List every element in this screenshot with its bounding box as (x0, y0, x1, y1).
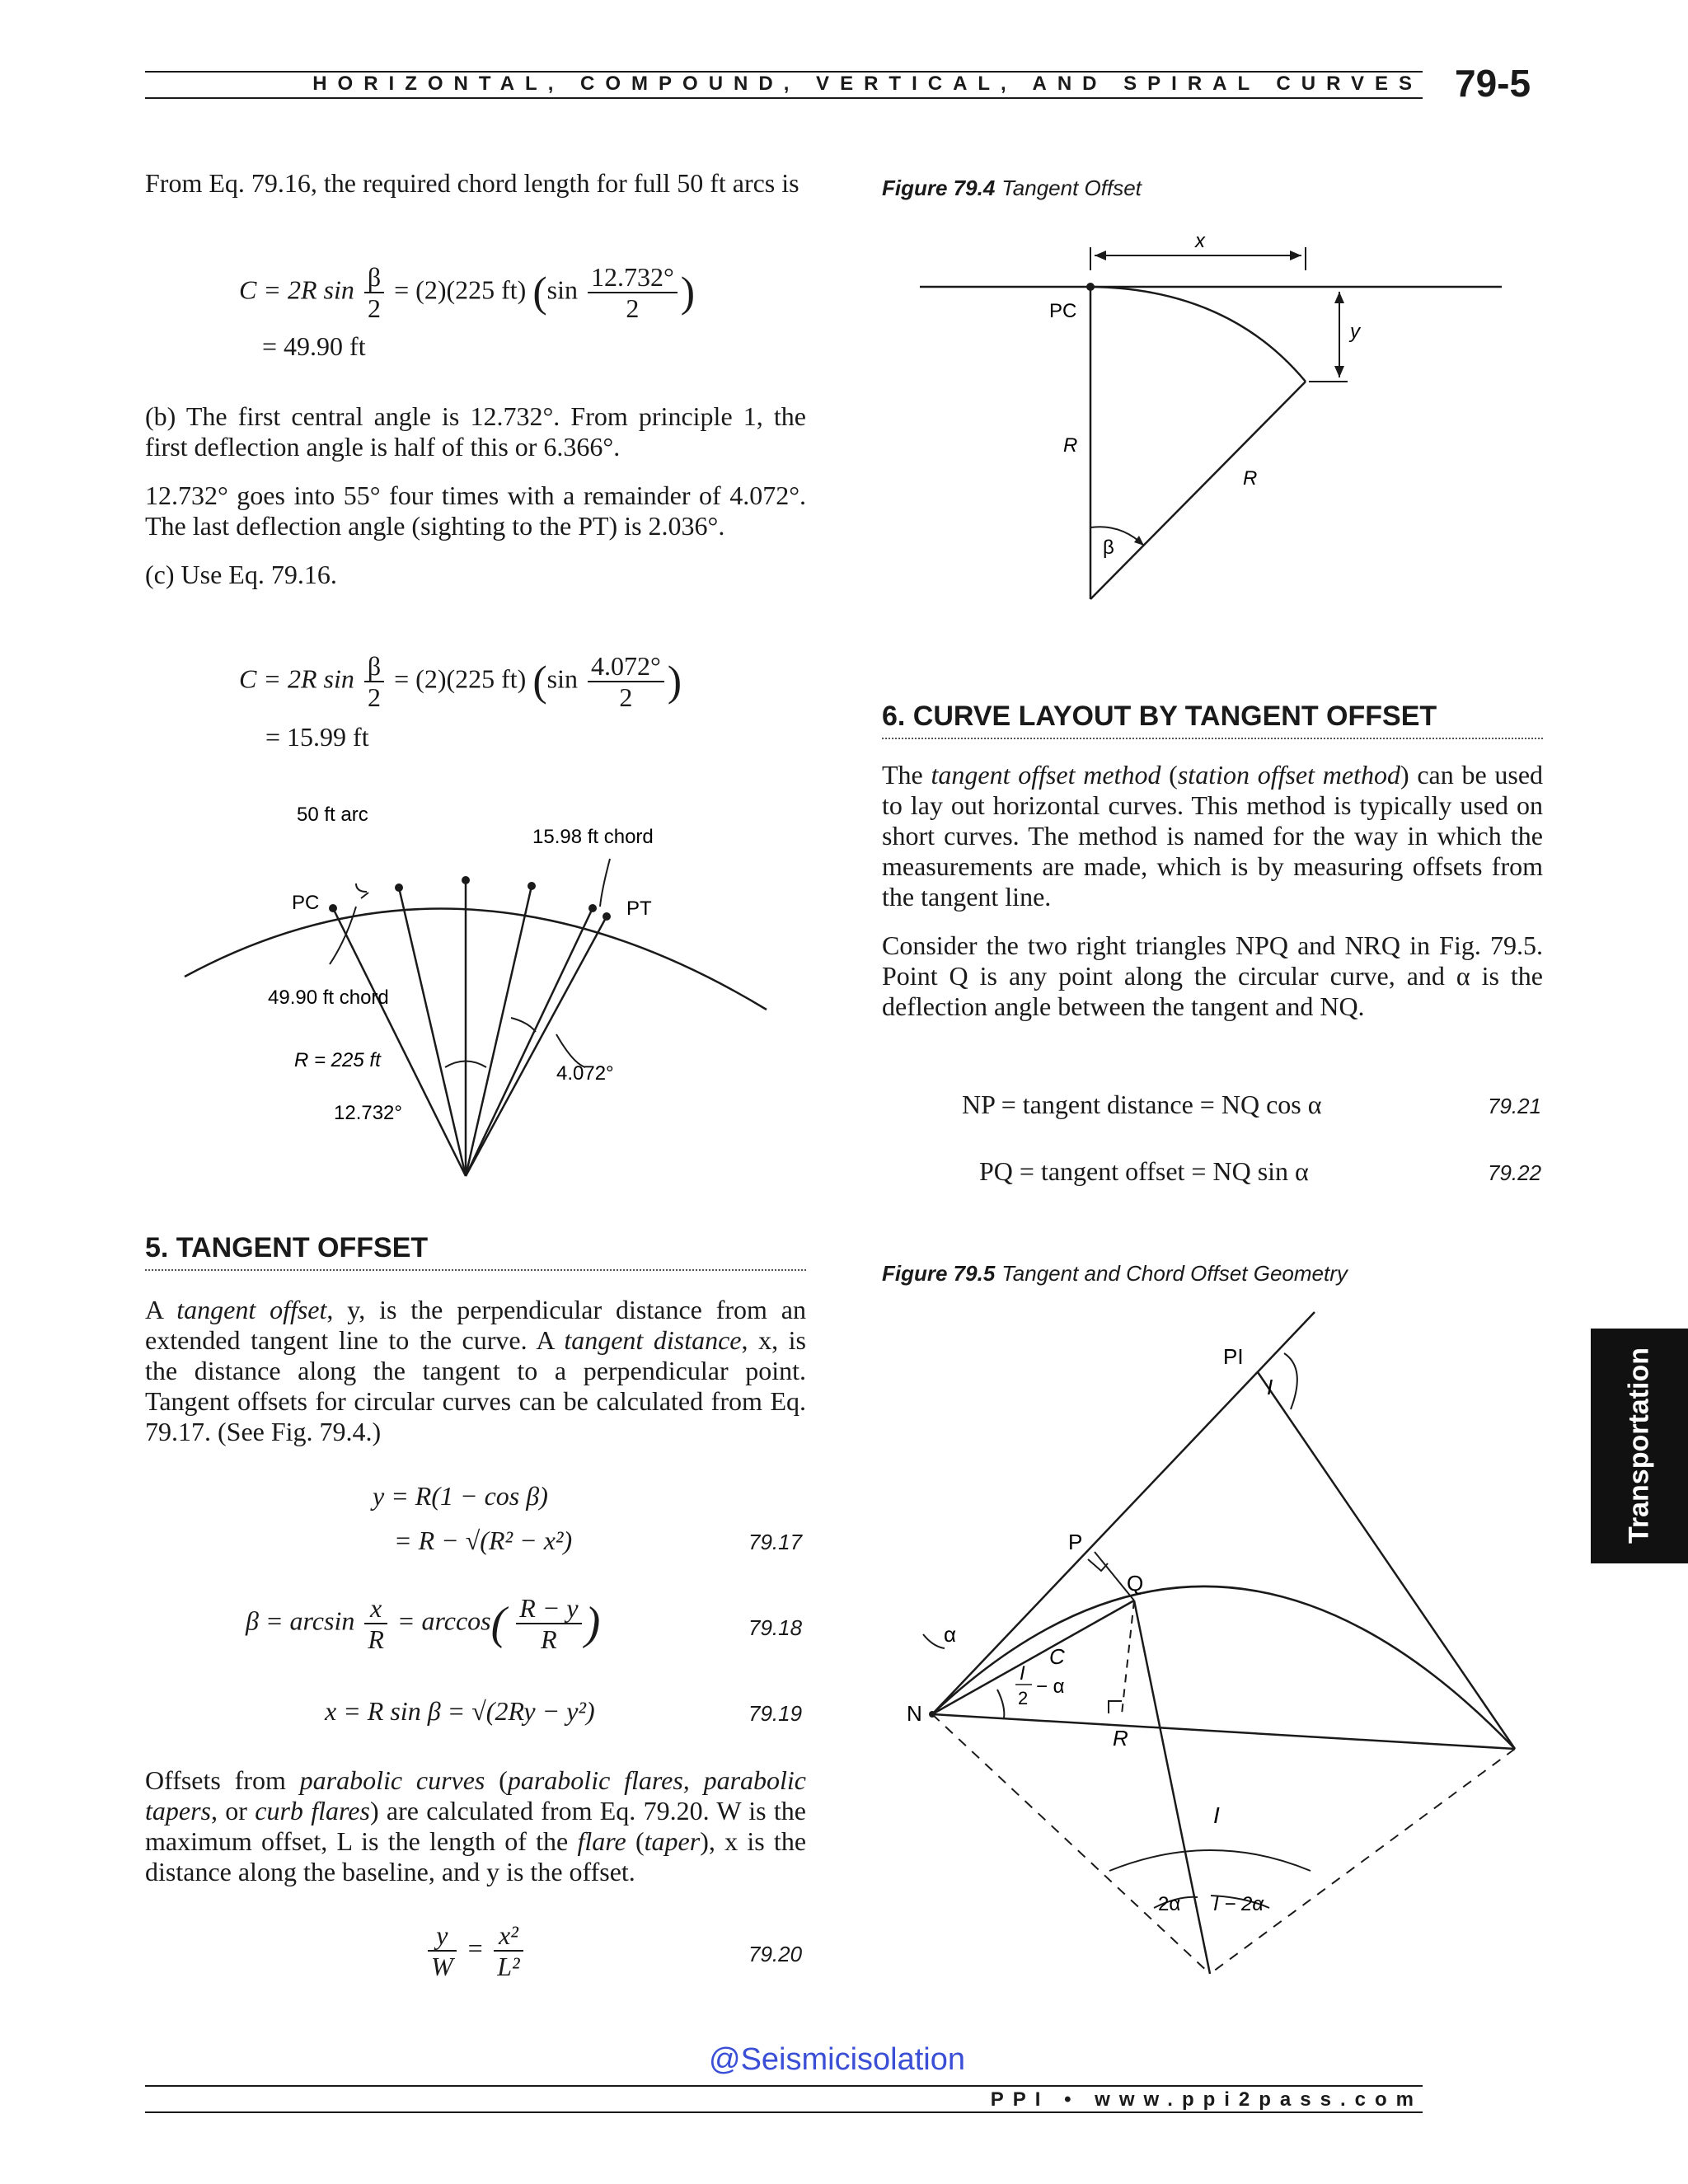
eq-frac (364, 651, 384, 712)
label-half-i-num: I (1020, 1662, 1025, 1685)
running-head: HORIZONTAL, COMPOUND, VERTICAL, AND SPIRAL CURVES (312, 73, 1423, 95)
label-i-bottom: I (1213, 1802, 1220, 1828)
label-50ft-arc: 50 ft arc (297, 804, 368, 826)
equation-79-19: x = R sin β = √(2Ry − y²) (325, 1696, 595, 1726)
label-p: P (1068, 1530, 1083, 1554)
paragraph (145, 1295, 806, 1447)
curve (1090, 287, 1306, 382)
text-run: ( (626, 1826, 645, 1856)
tangent-line (932, 1312, 1315, 1714)
eq-text: β = arcsin (246, 1605, 355, 1636)
eq-num: x (364, 1593, 387, 1624)
label-pt: PT (626, 898, 652, 920)
text-run: ( (1160, 760, 1178, 790)
eq-num: β (364, 651, 384, 682)
section-tab-transportation (1591, 1329, 1688, 1563)
eq-text: C = 2R sin (239, 663, 354, 694)
label-radius: R = 225 ft (294, 1049, 381, 1071)
paragraph: Consider the two right triangles NPQ and NRQ in Fig. 79.5. Point Q is any point along the circular curve, and α is the deflection angle between the tangent and NQ. (882, 930, 1543, 1021)
label-x: x (1195, 230, 1205, 252)
label-i-top: I (1267, 1375, 1273, 1399)
eq-num: 12.732° (588, 262, 678, 293)
term: taper (644, 1826, 701, 1856)
eq-text: sin (546, 663, 578, 694)
label-c: C (1049, 1644, 1065, 1669)
label-y: y (1350, 321, 1360, 343)
text-run: ) are calculated from Eq. 79.20. W is the maximum offset, L is the length of the (145, 1796, 807, 1856)
label-n: N (907, 1701, 922, 1726)
eq-frac (364, 262, 384, 323)
text-run: A (145, 1295, 177, 1324)
eq-frac (588, 651, 664, 712)
eq-frac (364, 1593, 387, 1654)
equation-chord-50ft: C = 2R sin $\frac{\beta}{2}$ = (2)(225 ft) (sin $\frac{12.732^\circ}{2}$ ) (239, 262, 696, 323)
text-run: ), x is the distance along the baseline, and y is the offset. (145, 1826, 807, 1886)
term: flare (577, 1826, 626, 1856)
label-15-98-chord: 15.98 ft chord (532, 826, 654, 848)
label-minus-alpha: − α (1036, 1675, 1065, 1698)
equation-chord-50ft-result: = 49.90 ft (262, 331, 366, 361)
section-5-p1 (145, 1295, 806, 1465)
equation-79-21: NP = tangent distance = NQ cos α (962, 1090, 1322, 1119)
eq-frac (494, 1920, 523, 1981)
paragraph: (b) The first central angle is 12.732°. From principle 1, the first deflection angle is half of this or 6.366°. (145, 401, 806, 462)
term: tangent offset method (931, 760, 1161, 790)
eq-text: C = 2R sin (239, 274, 354, 305)
eq-text: = (2)(225 ft) (394, 663, 527, 694)
label-pi: PI (1223, 1344, 1244, 1369)
label-i-minus-2alpha: I − 2α (1213, 1893, 1264, 1915)
figure-79-5-chord-offset-geometry (890, 1302, 1550, 1986)
page-number: 79-5 (1455, 62, 1531, 105)
label-4-072: 4.072° (556, 1062, 614, 1085)
eq-text: = arccos (396, 1605, 491, 1636)
term: curb flares (255, 1796, 370, 1825)
eq-den: R (541, 1624, 557, 1654)
chord-nq (932, 1601, 1134, 1714)
eq-text: sin (546, 274, 578, 305)
paragraph: (c) Use Eq. 79.16. (145, 560, 337, 589)
label-r: R (1113, 1726, 1128, 1750)
eq-den: W (431, 1952, 453, 1981)
label-beta: β (1103, 537, 1114, 559)
caption-title: Tangent and Chord Offset Geometry (1001, 1261, 1348, 1286)
caption-number: Figure 79.5 (882, 1261, 996, 1286)
label-alpha: α (944, 1622, 957, 1647)
label-pc: PC (292, 892, 320, 914)
paragraph (145, 1765, 806, 1887)
figure-79-4-tangent-offset (915, 223, 1508, 610)
eq-num: x² (494, 1920, 523, 1952)
text-run: , x, is the distance along the tangent to a perpendicular point. Tangent offsets for circular curves can be calculated from Eq. 79.17. (See Fig. 79.4.) (145, 1325, 807, 1446)
eq-den: 2 (367, 682, 381, 712)
section-6-title: 6. CURVE LAYOUT BY TANGENT OFFSET (882, 701, 1543, 739)
label-r-diagonal: R (1243, 467, 1258, 490)
eq-num: y (428, 1920, 457, 1952)
left-p1 (145, 168, 806, 217)
eq-den: 2 (619, 682, 633, 712)
eq-number-79-19: 79.19 (748, 1701, 803, 1726)
footer-rule-top (145, 2085, 1423, 2087)
eq-number-79-22: 79.22 (1488, 1160, 1542, 1185)
long-chord (932, 1714, 1515, 1749)
curve-chords-figure (165, 791, 791, 1187)
eq-frac (588, 262, 678, 323)
text-run: The (882, 760, 931, 790)
equation-79-20: $\frac{y}{W}$ = $\frac{\text{x²}}{\text{L²}}$ (424, 1920, 527, 1981)
section-6-text (882, 760, 1543, 1040)
figure-79-5-caption (882, 1261, 1348, 1286)
header-rule-bottom (145, 97, 1423, 99)
label-r-vertical: R (1063, 434, 1078, 457)
label-2alpha: 2α (1158, 1893, 1181, 1915)
equation-79-18: β = arcsin $\frac{x}{R}$ = arccos( $\frac{R - y}{R}$ ) (246, 1593, 601, 1654)
eq-den: 2 (367, 293, 381, 323)
side-tab-label: Transportation (1623, 1347, 1655, 1544)
text-run: , y, is the perpendicular distance from an extended tangent line to the curve. A (145, 1295, 807, 1355)
caption-number: Figure 79.4 (882, 176, 996, 200)
equation-79-22: PQ = tangent offset = NQ sin α (979, 1156, 1309, 1186)
eq-number-79-17: 79.17 (748, 1530, 803, 1554)
eq-num: 4.072° (588, 651, 664, 682)
paragraph: From Eq. 79.16, the required chord length for full 50 ft arcs is (145, 168, 799, 198)
text-run: ) can be used to lay out horizontal curves. This method is typically used on short curves. The method is named for the way in which the measurements are made, which is by measuring offsets from the tangent line. (882, 760, 1544, 912)
equation-79-17-line1: y = R(1 − cos β) (373, 1481, 548, 1511)
eq-den: 2 (626, 293, 640, 323)
label-q: Q (1127, 1571, 1144, 1596)
eq-frac (428, 1920, 457, 1981)
watermark: @Seismicisolation (709, 2042, 966, 2077)
text-run: Offsets from (145, 1765, 300, 1795)
left-p2-p4 (145, 401, 806, 608)
term: parabolic flares, parabolic tapers (145, 1765, 807, 1825)
term: station offset method (1177, 760, 1400, 790)
eq-number-79-21: 79.21 (1488, 1094, 1542, 1118)
paragraph: 12.732° goes into 55° four times with a remainder of 4.072°. The last deflection angle (sighting to the PT) is 2.036°. (145, 480, 806, 541)
label-pc: PC (1049, 300, 1077, 322)
section-5-p2 (145, 1765, 806, 1905)
eq-frac (516, 1593, 581, 1654)
term: tangent distance (564, 1325, 742, 1355)
equation-79-17-line2: = R − √(R² − x²) (394, 1526, 573, 1555)
label-12-732: 12.732° (334, 1102, 403, 1124)
text-run: ( (485, 1765, 508, 1795)
eq-number-79-20: 79.20 (748, 1942, 803, 1966)
eq-number-79-18: 79.18 (748, 1615, 803, 1640)
eq-den: R (368, 1624, 384, 1654)
footer-rule-bottom (145, 2111, 1423, 2113)
text-run: , or (211, 1796, 256, 1825)
equation-chord-short-result: = 15.99 ft (265, 722, 369, 752)
eq-num: R − y (516, 1593, 581, 1624)
paragraph (882, 760, 1543, 912)
label-half-i-den: 2 (1018, 1688, 1029, 1708)
section-5-title: 5. TANGENT OFFSET (145, 1232, 806, 1271)
caption-title: Tangent Offset (1001, 176, 1142, 200)
figure-79-4-caption (882, 176, 1142, 201)
term: parabolic curves (299, 1765, 485, 1795)
equation-chord-short: C = 2R sin $\frac{\beta}{2}$ = (2)(225 ft) (sin $\frac{4.072^\circ}{2}$ ) (239, 651, 682, 712)
term: tangent offset (176, 1295, 327, 1324)
label-49-90-chord: 49.90 ft chord (268, 987, 389, 1009)
eq-den: L² (497, 1952, 520, 1981)
eq-num: β (364, 262, 384, 293)
footer-text: PPI • www.ppi2pass.com (990, 2088, 1423, 2111)
eq-text: = (2)(225 ft) (394, 274, 527, 305)
